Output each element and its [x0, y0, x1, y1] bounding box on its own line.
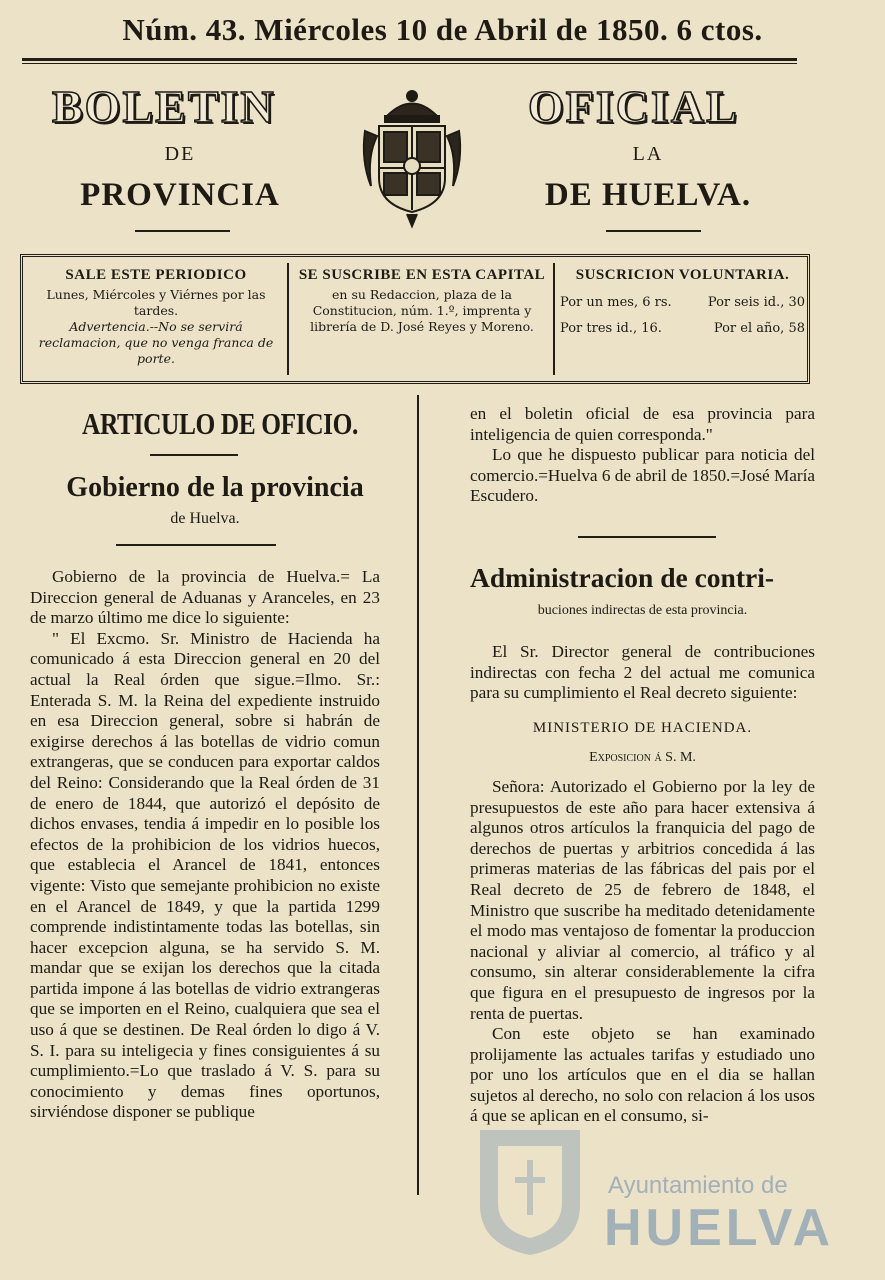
price-row: [560, 321, 805, 337]
masthead-oficial: OFICIAL: [528, 81, 739, 132]
right-body-top: [470, 404, 815, 507]
ornament-rule: [578, 536, 716, 538]
paragraph: Gobierno de la provincia de Huelva.= La Direccion general de Aduanas y Aranceles, en 23 de marzo último me dice lo siguiente:: [30, 567, 380, 628]
info-col1-title: SALE ESTE PERIODICO: [65, 267, 247, 283]
info-col-prices: [560, 267, 805, 337]
price-year: Por el año, 58: [713, 321, 805, 336]
watermark-line1: Ayuntamiento de: [608, 1172, 788, 1199]
info-col-subscribe: [295, 267, 549, 335]
price-three-months: Por tres id., 16.: [560, 321, 662, 336]
info-divider: [553, 263, 555, 375]
info-col1-text: Lunes, Miércoles y Viérnes por las tardes.: [46, 287, 266, 318]
info-col1-note: Advertencia.--No se servirá reclamacion, que no venga franca de porte.: [38, 319, 274, 366]
admin-subtitle: buciones indirectas de esta provincia.: [537, 603, 748, 618]
masthead-provincia: PROVINCIA: [80, 177, 280, 213]
masthead-left-rule: [135, 230, 230, 232]
info-col-publication: [29, 267, 283, 367]
header-rule: [22, 58, 797, 61]
coat-of-arms-icon: [357, 86, 467, 231]
right-body: [470, 642, 815, 1127]
info-col2-title: SE SUSCRIBE EN ESTA CAPITAL: [298, 267, 546, 283]
masthead-boletin: BOLETIN: [52, 81, 276, 132]
price-row: [560, 295, 805, 311]
paragraph: en el boletin oficial de esa provincia para inteligencia de quien corresponda.": [470, 404, 815, 444]
masthead-la: LA: [632, 143, 664, 165]
watermark-line2: HUELVA: [604, 1199, 835, 1257]
section-title-articulo: ARTICULO DE OFICIO.: [82, 406, 358, 441]
paragraph: Lo que he dispuesto publicar para noticia del comercio.=Huelva 6 de abril de 1850.=José María Escudero.: [470, 445, 815, 506]
huelva-seal-icon: [470, 1120, 590, 1260]
masthead-de: DE: [164, 143, 196, 165]
info-col2-text: en su Redaccion, plaza de la Constitucion, núm. 1.º, imprenta y librería de D. José Reyes y Moreno.: [310, 287, 534, 334]
ornament-rule: [116, 544, 276, 546]
ministry-heading: MINISTERIO DE HACIENDA.: [532, 719, 753, 736]
left-body: [30, 567, 380, 1123]
gov-title: Gobierno de la provincia: [66, 472, 364, 503]
masthead-right-rule: [606, 230, 701, 232]
ornament-rule: [150, 454, 238, 456]
column-divider: [417, 395, 419, 1195]
admin-title: Administracion de contri-: [470, 562, 775, 593]
masthead-de-huelva: DE HUELVA.: [544, 177, 752, 213]
paragraph: El Sr. Director general de contribuciones indirectas con fecha 2 del actual me comunica para su cumplimiento el Real decreto siguiente:: [470, 642, 815, 703]
paragraph: Con este objeto se han examinado prolijamente las actuales tarifas y estudiado uno por uno los artículos que en el dia se hallan sujetos al derecho, no solo con relacion á los usos á que se aplican en el consumo, si-: [470, 1024, 815, 1126]
paragraph: " El Excmo. Sr. Ministro de Hacienda ha comunicado á esta Direccion general en 20 del actual la Real órden que sigue.=Ilmo. Sr.: Enterada S. M. la Reina del expediente instruido en esa Direccion general, sobre si habrán de exigirse derechos á las botellas de vidrio comun extrangeras, que se conducen para exportar caldos del Reino: Considerando que la Real órden de 31 de enero de 1844, que autorizó el depósito de dichos envases, tendia á impedir en lo posible los efectos de la prohibicion de los vidrios huecos, que establecia el Arancel de 1841, entonces vigente: Visto que semejante prohibicion no existe en el Arancel de 1849, y que la partida 1299 comprende indistintamente todas las botellas, sin hacer excepcion alguna, se ha servido S. M. mandar que se exijan los derechos que la citada partida impone á las botellas de vidrio extrangeras que se importen en el Reino, cualquiera que sea el uso á que se destinen. De Real órden lo digo á V. S. I. para su inteligecia y fines consiguientes á su cumplimiento.=Lo que traslado á V. S. para su conocimiento y demas fines oportunos, sirviéndose disponer se publique: [30, 628, 380, 1122]
price-six-months: Por seis id., 30: [707, 295, 805, 310]
gov-subtitle: de Huelva.: [170, 510, 240, 527]
exposicion-heading: Exposicion á S. M.: [589, 750, 696, 766]
header-rule-thin: [22, 63, 797, 64]
info-col3-title: SUSCRICION VOLUNTARIA.: [575, 267, 790, 283]
paragraph: Señora: Autorizado el Gobierno por la ley de presupuestos de este año para hacer extensiva á algunos otros artículos la franquicia del pago de derechos de puertas y arbitrios concedida á las primeras materias de las fábricas del pais por el Real decreto de 25 de febrero de 1848, el Ministro que suscribe ha meditado detenidamente el modo mas ventajoso de fomentar la produccion nacional y aliviar al comercio, al tráfico y al consumo, sin alterar considerablemente la cifra que figura en el presupuesto de ingresos por la renta de puertas.: [470, 776, 815, 1023]
issue-header: Núm. 43. Miércoles 10 de Abril de 1850. 6 ctos.: [122, 12, 763, 47]
info-divider: [287, 263, 289, 375]
info-box: [20, 254, 810, 384]
price-month: Por un mes, 6 rs.: [560, 295, 672, 310]
